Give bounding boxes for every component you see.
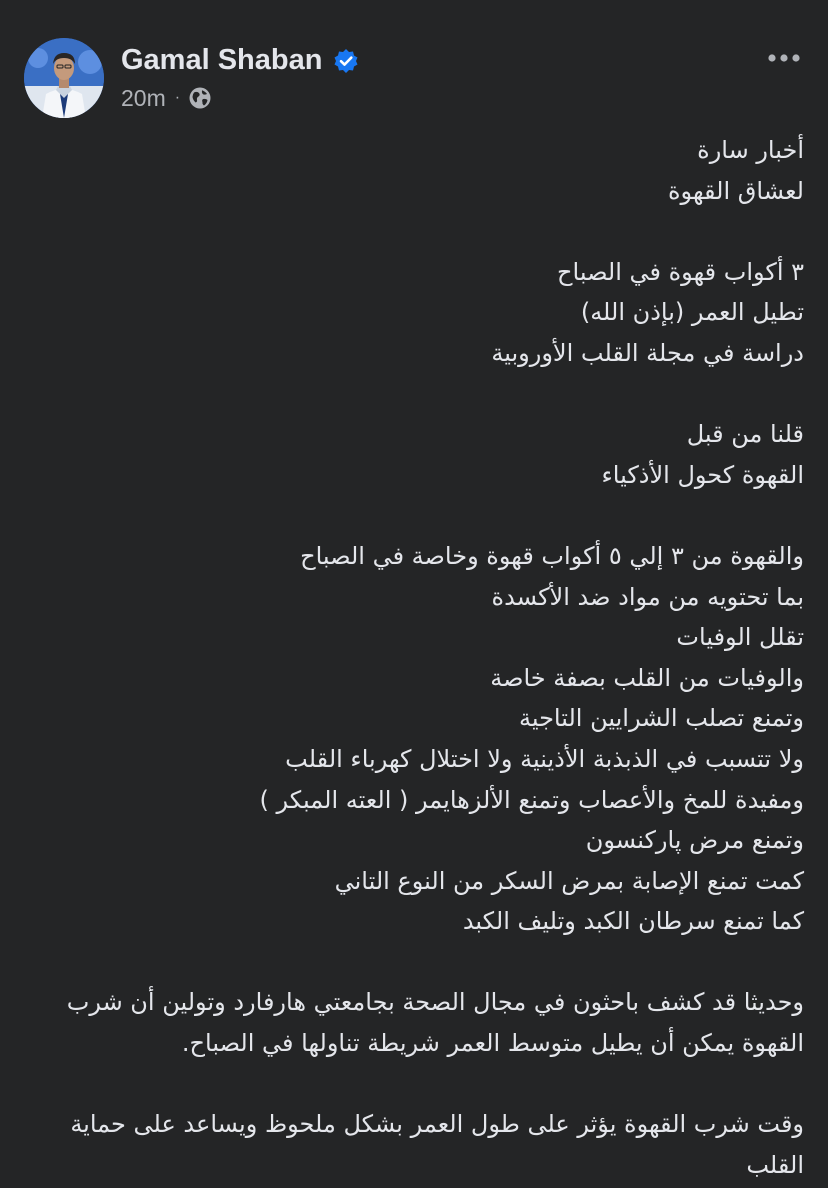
post-line: ولا تتسبب في الذبذبة الأذينية ولا اختلال كهرباء القلب bbox=[285, 744, 804, 773]
post-meta bbox=[121, 84, 212, 112]
post-line: وتمنع مرض پاركنسون bbox=[585, 826, 804, 855]
more-options-button[interactable] bbox=[762, 40, 806, 76]
post-text bbox=[44, 130, 804, 1185]
post-line: دراسة في مجلة القلب الأوروبية bbox=[491, 338, 804, 367]
post-line: كمت تمنع الإصابة بمرض السكر من النوع التاني bbox=[334, 866, 804, 895]
post-line bbox=[44, 374, 804, 415]
post-line bbox=[44, 211, 804, 252]
post-line: تطيل العمر (بإذن الله) bbox=[580, 298, 804, 327]
more-options-icon bbox=[767, 53, 801, 63]
post-line: والقهوة من ٣ إلي ٥ أكواب قهوة وخاصة في الصباح bbox=[300, 541, 804, 570]
post-line: لعشاق القهوة bbox=[667, 176, 804, 205]
post-line: قلنا من قبل bbox=[686, 420, 804, 449]
post-line: بما تحتويه من مواد ضد الأكسدة bbox=[491, 582, 804, 611]
post-paragraph: وحديثا قد كشف باحثون في مجال الصحة بجامعتي هارفارد وتولين أن شرب القهوة يمكن أن يطيل متوسط العمر شريطة تناولها في الصباح. bbox=[66, 988, 804, 1058]
post-line: كما تمنع سرطان الكبد وتليف الكبد bbox=[462, 907, 804, 936]
post-line bbox=[44, 942, 804, 983]
post-line: أخبار سارة bbox=[697, 136, 804, 164]
author-name[interactable]: Gamal Shaban bbox=[121, 44, 323, 76]
author-avatar[interactable] bbox=[24, 38, 104, 118]
post-line: وتمنع تصلب الشرايين التاجية bbox=[518, 704, 804, 733]
post-line: ٣ أكواب قهوة في الصباح bbox=[557, 257, 804, 286]
post-line: ومفيدة للمخ والأعصاب وتمنع الألزهايمر ( العته المبكر ) bbox=[259, 785, 804, 814]
post-timestamp[interactable]: 20m bbox=[121, 84, 166, 111]
meta-separator: · bbox=[174, 89, 181, 106]
post-line: القهوة كحول الأذكياء bbox=[601, 460, 804, 489]
post-line bbox=[44, 495, 804, 536]
verified-badge-icon bbox=[333, 48, 359, 74]
post-paragraph: وقت شرب القهوة يؤثر على طول العمر بشكل ملحوظ ويساعد على حماية القلب bbox=[70, 1110, 804, 1179]
post-header bbox=[0, 0, 828, 130]
post-line: والوفيات من القلب بصفة خاصة bbox=[490, 663, 804, 692]
globe-icon[interactable] bbox=[188, 86, 212, 110]
post-line bbox=[44, 1064, 804, 1105]
post-line: تقلل الوفيات bbox=[676, 623, 804, 652]
